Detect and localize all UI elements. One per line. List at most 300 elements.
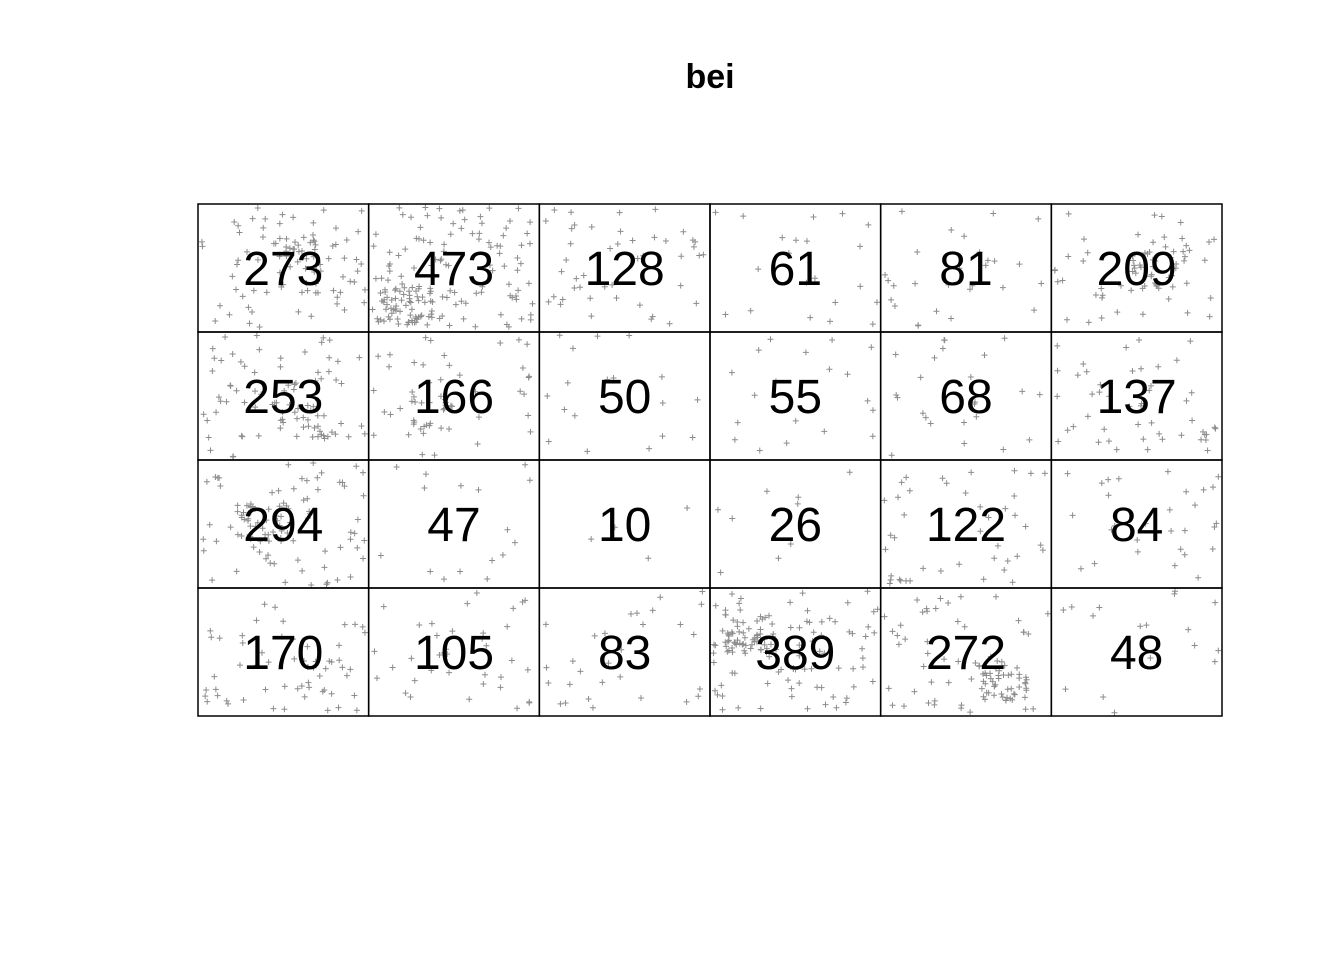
point-marker (868, 344, 874, 350)
point-marker (526, 699, 532, 705)
point-marker (945, 600, 951, 606)
point-marker (865, 588, 871, 594)
point-marker (870, 407, 876, 413)
point-marker (1055, 279, 1061, 285)
quadrat-count-label: 47 (427, 499, 481, 552)
point-marker (845, 600, 851, 606)
point-marker (944, 480, 950, 486)
point-marker (918, 374, 924, 380)
point-marker (897, 577, 903, 583)
point-marker (477, 214, 483, 220)
point-marker (1060, 607, 1066, 613)
point-marker (589, 224, 595, 230)
point-marker (358, 261, 364, 267)
point-marker (697, 686, 703, 692)
point-marker (1215, 474, 1221, 480)
point-marker (394, 464, 400, 470)
point-marker (577, 284, 583, 290)
point-marker (898, 578, 904, 584)
point-marker (344, 673, 350, 679)
quadrat-count-label: 473 (413, 243, 495, 296)
point-marker (206, 434, 212, 440)
point-marker (1060, 277, 1066, 283)
point-marker (399, 297, 405, 303)
point-marker (1026, 437, 1032, 443)
point-marker (1011, 493, 1017, 499)
point-marker (821, 428, 827, 434)
point-marker (729, 670, 735, 676)
point-marker (213, 409, 219, 415)
point-marker (765, 681, 771, 687)
point-marker (299, 568, 305, 574)
point-marker (713, 603, 719, 609)
point-marker (1070, 424, 1076, 430)
point-marker (1178, 220, 1184, 226)
point-marker (1016, 618, 1022, 624)
point-marker (720, 693, 726, 699)
point-marker (527, 219, 533, 225)
point-marker (902, 636, 908, 642)
point-marker (472, 324, 478, 330)
point-marker (210, 346, 216, 352)
quadrat-count-label: 128 (584, 243, 665, 296)
point-marker (396, 205, 402, 211)
point-marker (204, 418, 210, 424)
point-marker (516, 337, 522, 343)
point-marker (278, 355, 284, 361)
point-marker (1085, 413, 1091, 419)
point-marker (1052, 267, 1058, 273)
point-marker (202, 693, 208, 699)
point-marker (360, 555, 366, 561)
point-marker (907, 488, 913, 494)
point-marker (563, 257, 569, 263)
quadrat-count-label: 50 (597, 371, 652, 424)
point-marker (796, 680, 802, 686)
point-marker (660, 400, 666, 406)
point-marker (684, 699, 690, 705)
point-marker (844, 371, 850, 377)
point-marker (956, 561, 962, 567)
point-marker (458, 483, 464, 489)
point-marker (294, 433, 300, 439)
point-marker (1035, 216, 1041, 222)
point-marker (590, 705, 596, 711)
point-marker (1054, 393, 1060, 399)
point-marker (527, 429, 533, 435)
point-marker (441, 576, 447, 582)
point-marker (386, 364, 392, 370)
point-marker (807, 315, 813, 321)
point-marker (395, 316, 401, 322)
point-marker (830, 694, 836, 700)
point-marker (827, 318, 833, 324)
point-marker (826, 366, 832, 372)
point-marker (573, 276, 579, 282)
point-marker (446, 362, 452, 368)
point-marker (946, 680, 952, 686)
point-marker (1023, 706, 1029, 712)
point-marker (1016, 684, 1022, 690)
point-marker (457, 568, 463, 574)
point-marker (238, 359, 244, 365)
point-marker (1178, 546, 1184, 552)
point-marker (712, 642, 718, 648)
point-marker (933, 308, 939, 314)
point-marker (484, 576, 490, 582)
quadrat-count-label: 84 (1109, 499, 1164, 552)
point-marker (1207, 314, 1213, 320)
point-marker (208, 634, 214, 640)
point-marker (333, 225, 339, 231)
point-marker (651, 234, 657, 240)
point-marker (836, 665, 842, 671)
point-marker (422, 299, 428, 305)
point-marker (323, 581, 329, 587)
point-marker (305, 423, 311, 429)
point-marker (381, 604, 387, 610)
point-marker (1208, 295, 1214, 301)
point-marker (321, 207, 327, 213)
point-marker (333, 377, 339, 383)
point-marker (1167, 507, 1173, 513)
point-marker (1089, 391, 1095, 397)
point-marker (711, 650, 717, 656)
point-marker (899, 479, 905, 485)
point-marker (729, 370, 735, 376)
point-marker (734, 623, 740, 629)
point-marker (1182, 528, 1188, 534)
point-marker (678, 283, 684, 289)
point-marker (937, 596, 943, 602)
point-marker (360, 624, 366, 630)
point-marker (450, 221, 456, 227)
point-marker (1215, 648, 1221, 654)
point-marker (1002, 335, 1008, 341)
point-marker (1183, 398, 1189, 404)
point-marker (305, 680, 311, 686)
point-marker (638, 695, 644, 701)
point-marker (923, 415, 929, 421)
point-marker (401, 291, 407, 297)
point-marker (599, 679, 605, 685)
point-marker (326, 256, 332, 262)
point-marker (277, 364, 283, 370)
point-marker (789, 694, 795, 700)
point-marker (503, 225, 509, 231)
point-marker (528, 312, 534, 318)
point-marker (213, 686, 219, 692)
point-marker (474, 590, 480, 596)
point-marker (355, 229, 361, 235)
point-marker (1037, 392, 1043, 398)
point-marker (500, 233, 506, 239)
point-marker (637, 302, 643, 308)
point-marker (874, 299, 880, 305)
point-marker (315, 487, 321, 493)
point-marker (407, 312, 413, 318)
point-marker (235, 532, 241, 538)
point-marker (310, 460, 316, 466)
point-marker (1166, 296, 1172, 302)
point-marker (1030, 706, 1036, 712)
point-marker (551, 207, 557, 213)
point-marker (514, 705, 520, 711)
point-marker (423, 335, 429, 341)
point-marker (571, 285, 577, 291)
point-marker (242, 363, 248, 369)
point-marker (870, 679, 876, 685)
point-marker (530, 301, 536, 307)
point-marker (337, 289, 343, 295)
point-marker (764, 488, 770, 494)
point-marker (527, 241, 533, 247)
point-marker (807, 619, 813, 625)
point-marker (865, 222, 871, 228)
point-marker (1105, 477, 1111, 483)
point-marker (236, 229, 242, 235)
point-marker (374, 675, 380, 681)
point-marker (406, 288, 412, 294)
point-marker (1069, 604, 1075, 610)
point-marker (408, 299, 414, 305)
point-marker (413, 235, 419, 241)
point-marker (241, 697, 247, 703)
point-marker (736, 629, 742, 635)
point-marker (480, 681, 486, 687)
quadrat-count-label: 55 (768, 371, 823, 424)
point-marker (249, 309, 255, 315)
point-marker (373, 231, 379, 237)
point-marker (901, 703, 907, 709)
point-marker (594, 333, 600, 339)
point-marker (330, 243, 336, 249)
point-marker (446, 426, 452, 432)
point-marker (403, 302, 409, 308)
point-marker (338, 381, 344, 387)
point-marker (326, 355, 332, 361)
point-marker (1075, 372, 1081, 378)
point-marker (696, 253, 702, 259)
point-marker (860, 655, 866, 661)
point-marker (948, 227, 954, 233)
point-marker (291, 486, 297, 492)
point-marker (348, 536, 354, 542)
point-marker (352, 530, 358, 536)
point-marker (660, 433, 666, 439)
point-marker (881, 614, 887, 620)
point-marker (804, 618, 810, 624)
point-marker (1135, 232, 1141, 238)
point-marker (1123, 344, 1129, 350)
point-marker (388, 412, 394, 418)
point-marker (800, 590, 806, 596)
point-marker (329, 691, 335, 697)
point-marker (752, 392, 758, 398)
point-marker (354, 707, 360, 713)
point-marker (678, 253, 684, 259)
point-marker (310, 434, 316, 440)
point-marker (888, 577, 894, 583)
point-marker (991, 692, 997, 698)
point-marker (215, 693, 221, 699)
point-marker (584, 448, 590, 454)
point-marker (348, 574, 354, 580)
point-marker (1184, 280, 1190, 286)
point-marker (269, 490, 275, 496)
point-marker (235, 223, 241, 229)
point-marker (476, 487, 482, 493)
point-marker (301, 234, 307, 240)
point-marker (346, 434, 352, 440)
point-marker (397, 308, 403, 314)
point-marker (1201, 487, 1207, 493)
point-marker (381, 409, 387, 415)
point-marker (436, 206, 442, 212)
point-marker (857, 283, 863, 289)
point-marker (567, 681, 573, 687)
point-marker (417, 224, 423, 230)
point-marker (262, 216, 268, 222)
point-marker (775, 555, 781, 561)
point-marker (427, 569, 433, 575)
point-marker (390, 665, 396, 671)
point-marker (361, 537, 367, 543)
point-marker (690, 434, 696, 440)
point-marker (460, 207, 466, 213)
point-marker (1140, 436, 1146, 442)
point-marker (341, 255, 347, 261)
quadrat-count-label: 26 (768, 499, 823, 552)
point-marker (570, 658, 576, 664)
point-marker (882, 272, 888, 278)
point-marker (592, 633, 598, 639)
point-marker (373, 276, 379, 282)
point-marker (506, 281, 512, 287)
point-marker (961, 441, 967, 447)
point-marker (691, 244, 697, 250)
point-marker (586, 696, 592, 702)
point-marker (1210, 546, 1216, 552)
point-marker (267, 560, 273, 566)
point-marker (729, 591, 735, 597)
point-marker (375, 353, 381, 359)
point-marker (931, 702, 937, 708)
point-marker (1114, 447, 1120, 453)
point-marker (1078, 566, 1084, 572)
point-marker (371, 648, 377, 654)
point-marker (299, 683, 305, 689)
point-marker (787, 599, 793, 605)
point-marker (314, 475, 320, 481)
point-marker (334, 577, 340, 583)
point-marker (486, 205, 492, 211)
point-marker (1055, 439, 1061, 445)
point-marker (693, 300, 699, 306)
point-marker (561, 407, 567, 413)
point-marker (271, 561, 277, 567)
point-marker (871, 630, 877, 636)
point-marker (577, 668, 583, 674)
point-marker (645, 555, 651, 561)
point-marker (245, 304, 251, 310)
point-marker (568, 241, 574, 247)
point-marker (1066, 211, 1072, 217)
point-marker (256, 347, 262, 353)
point-marker (247, 320, 253, 326)
point-marker (860, 664, 866, 670)
point-marker (1014, 553, 1020, 559)
point-marker (545, 680, 551, 686)
point-marker (302, 349, 308, 355)
point-marker (371, 243, 377, 249)
point-marker (859, 646, 865, 652)
point-marker (237, 662, 243, 668)
quadrat-count-label: 10 (597, 499, 652, 552)
point-marker (429, 621, 435, 627)
point-marker (1210, 484, 1216, 490)
point-marker (1192, 502, 1198, 508)
point-marker (284, 236, 290, 242)
point-marker (735, 705, 741, 711)
point-marker (352, 621, 358, 627)
point-marker (1054, 343, 1060, 349)
point-marker (1042, 470, 1048, 476)
point-marker (295, 686, 301, 692)
point-marker (262, 686, 268, 692)
quadrat-count-label: 294 (243, 499, 324, 552)
point-marker (819, 619, 825, 625)
point-marker (340, 274, 346, 280)
point-marker (1116, 476, 1122, 482)
point-marker (982, 352, 988, 358)
point-marker (870, 433, 876, 439)
point-marker (1062, 686, 1068, 692)
point-marker (1212, 426, 1218, 432)
point-marker (865, 624, 871, 630)
point-marker (1023, 523, 1029, 529)
point-marker (378, 553, 384, 559)
point-marker (804, 706, 810, 712)
point-marker (319, 470, 325, 476)
point-marker (521, 391, 527, 397)
point-marker (479, 220, 485, 226)
point-marker (559, 269, 565, 275)
point-marker (1192, 643, 1198, 649)
point-marker (515, 287, 521, 293)
point-marker (754, 618, 760, 624)
quadrat-count-label: 272 (925, 627, 1007, 680)
point-marker (424, 213, 430, 219)
point-marker (406, 432, 412, 438)
point-marker (1152, 212, 1158, 218)
point-marker (740, 213, 746, 219)
point-marker (1008, 671, 1014, 677)
point-marker (839, 211, 845, 217)
point-marker (1165, 469, 1171, 475)
point-marker (1001, 567, 1007, 573)
point-marker (881, 497, 887, 503)
point-marker (336, 642, 342, 648)
point-marker (788, 686, 794, 692)
point-marker (457, 208, 463, 214)
point-marker (749, 642, 755, 648)
point-marker (420, 430, 426, 436)
point-marker (325, 707, 331, 713)
point-marker (400, 212, 406, 218)
point-marker (497, 243, 503, 249)
quadrat-count-label: 122 (925, 499, 1007, 552)
